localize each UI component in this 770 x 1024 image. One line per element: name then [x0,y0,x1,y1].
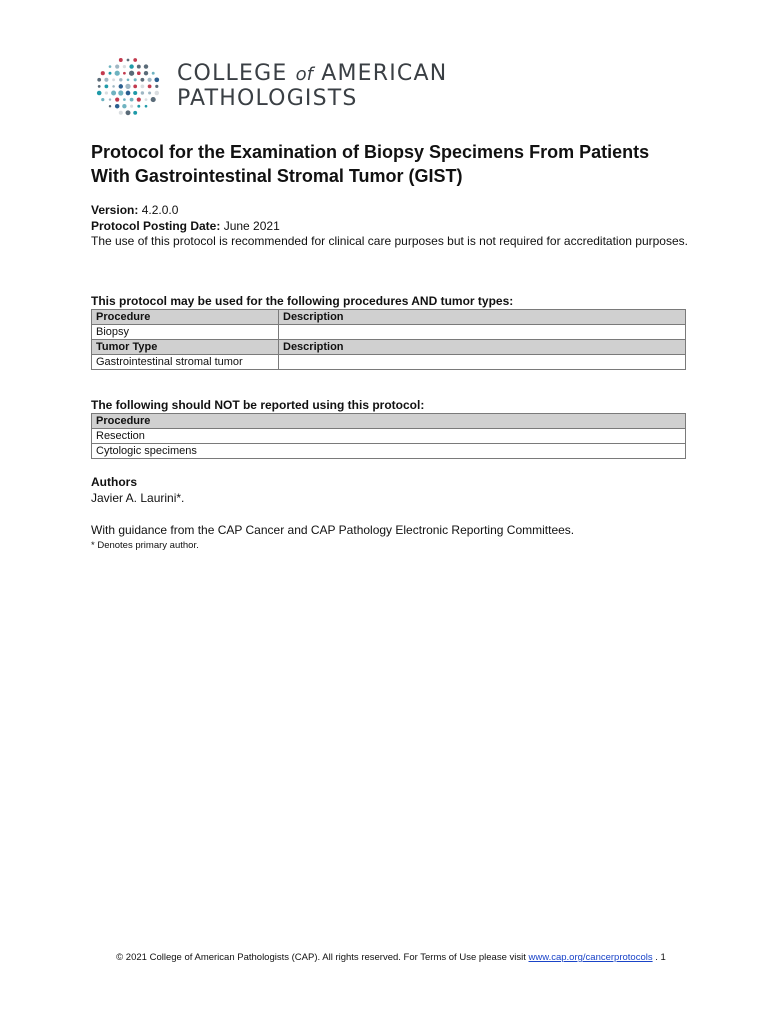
procedure-cell: Biopsy [92,325,279,340]
logo-dot [105,85,109,89]
logo-dot [126,91,131,96]
usage-text: The use of this protocol is recommended for clinical care purposes but is not required for accreditation purposes. [91,234,688,248]
logo-dot [129,64,133,68]
logo-dot [155,91,159,95]
logo-dot [119,111,123,115]
logo-word-college: COLLEGE [177,61,288,86]
logo-dot [141,85,145,89]
cap-logo [95,56,475,118]
logo-dot [112,78,115,81]
logo-dot [133,85,137,89]
not-reported-heading: The following should NOT be reported using this protocol: [91,398,425,412]
author-names: Javier A. Laurini*. [91,491,185,505]
copyright-text: © 2021 College of American Pathologists (CAP). All rights reserved. For Terms of Use please visit [116,952,526,963]
logo-dot [104,78,108,82]
table-header-row [92,310,686,325]
procedure-desc-cell [279,325,686,340]
logo-dot [119,58,123,62]
logo-dot [144,71,148,75]
logo-dot [126,110,131,115]
not-reported-procedure-header: Procedure [92,414,686,429]
table-row [92,429,686,444]
not-reported-row-cytologic: Cytologic specimens [92,444,686,459]
logo-dot [109,98,111,100]
used-for-heading: This protocol may be used for the following procedures AND tumor types: [91,294,514,308]
logo-dot [152,72,155,75]
tumor-desc-header: Description [279,340,686,355]
logo-dot [115,71,120,76]
logo-dot [112,85,115,88]
logo-word-of: of [295,64,314,85]
logo-dot [148,85,152,89]
logo-dot [133,58,137,62]
table-row [92,444,686,459]
logo-word-american: AMERICAN [321,61,448,86]
logo-dot [105,91,108,94]
logo-dot [101,71,105,75]
version-line [91,203,691,219]
logo-dot [148,91,151,94]
authors-heading: Authors [91,475,137,489]
logo-dot [123,72,126,75]
document-title [91,140,711,188]
logo-dot [133,91,137,95]
logo-dot [148,78,152,82]
logo-dot [109,105,111,107]
logo-dot [145,98,148,101]
logo-dot [109,72,112,75]
logo-dot [137,71,141,75]
table-row [92,325,686,340]
logo-dot [118,90,123,95]
logo-dot [155,85,158,88]
procedure-desc-header: Description [279,310,686,325]
logo-dot [151,97,156,102]
logo-dot [134,78,137,81]
title-line-1: Protocol for the Examination of Biopsy Specimens From Patients [91,142,650,162]
logo-dot [115,65,119,69]
logo-dot [137,98,141,102]
posting-date-label: Protocol Posting Date: [91,218,221,233]
posting-date-value: June 2021 [223,218,280,233]
logo-word-pathologists: PATHOLOGISTS [177,86,358,111]
logo-dot [123,65,126,68]
version-label: Version: [91,203,139,217]
logo-dot [119,78,122,81]
tumor-desc-cell [279,355,686,370]
not-reported-row-resection: Resection [92,429,686,444]
cap-logo-dots-icon [95,56,161,118]
logo-dot [130,98,134,102]
logo-dot [133,111,137,115]
logo-dot [137,105,140,108]
guidance-text: With guidance from the CAP Cancer and CAP Pathology Electronic Reporting Committees. [91,523,575,537]
cancer-protocols-link[interactable]: www.cap.org/cancerprotocols [528,952,653,963]
protocol-meta [91,203,691,250]
logo-dot [101,98,104,101]
logo-dot [122,104,126,108]
logo-dot [98,85,101,88]
logo-dot [97,78,101,82]
logo-dot [137,65,141,69]
logo-dot [111,91,116,96]
not-reported-section [91,398,686,459]
not-reported-table [91,413,686,459]
logo-dot [154,77,159,82]
primary-author-note: * Denotes primary author. [91,540,199,551]
table-header-row [92,340,686,355]
logo-dot [140,78,144,82]
logo-dot [127,59,130,62]
used-for-table [91,309,686,370]
table-header-row [92,414,686,429]
logo-dot [115,98,119,102]
logo-wordmark [177,62,447,111]
used-for-section [91,294,686,370]
logo-dot [130,105,133,108]
version-value: 4.2.0.0 [141,203,179,217]
logo-dot [144,64,148,68]
logo-dot [129,71,134,76]
tumor-type-header: Tumor Type [92,340,279,355]
logo-dot [125,84,130,89]
logo-dot [141,91,144,94]
table-row [92,355,686,370]
tumor-type-cell: Gastrointestinal stromal tumor [92,355,279,370]
logo-dot [127,78,130,81]
authors-section [91,474,184,506]
logo-dot [97,91,102,96]
logo-dot [115,104,120,109]
page-number: . 1 [655,952,666,963]
procedure-header: Procedure [92,310,279,325]
logo-dot [109,65,112,68]
logo-dot [123,98,126,101]
posting-date-line [91,219,691,235]
logo-dot [145,105,148,108]
page-footer [91,952,691,963]
logo-dot [119,84,123,88]
title-line-2: With Gastrointestinal Stromal Tumor (GIST) [91,166,463,186]
